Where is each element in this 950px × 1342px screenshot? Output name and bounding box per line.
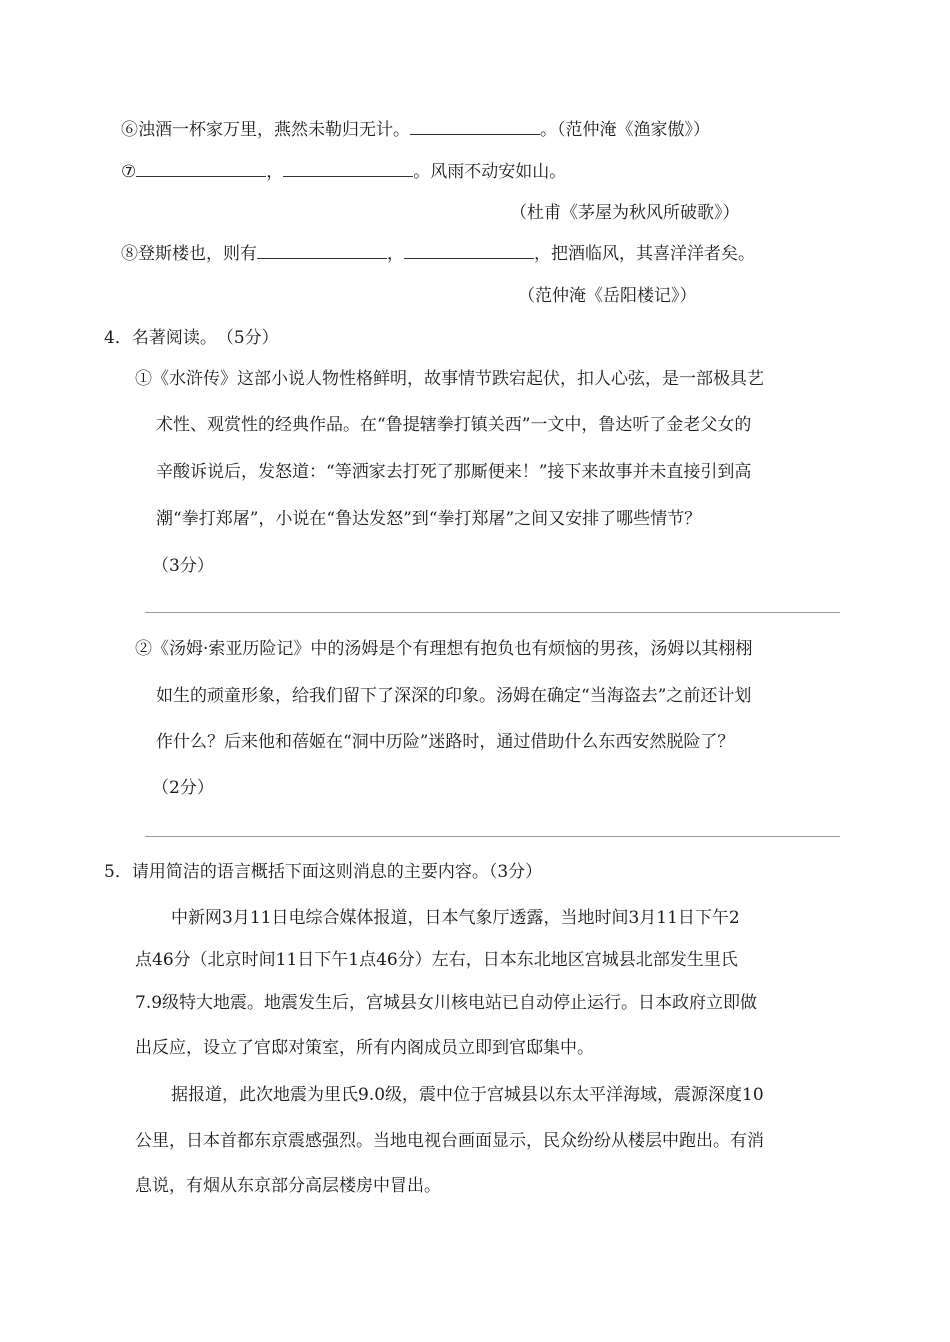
poem-8-text: ⑧登斯楼也，则有 [121, 244, 257, 264]
poem-7-source: （杜甫《茅屋为秋风所破歌》） [510, 203, 740, 223]
q4-p2-line: 如生的顽童形象，给我们留下了深深的印象。汤姆在确定“当海盗去”之前还计划 [156, 686, 752, 706]
q4-p1-score: （3分） [152, 556, 214, 576]
question-4-title: 4．名著阅读。 （5分） [104, 328, 279, 348]
answer-blank[interactable] [283, 160, 413, 177]
answer-line[interactable] [145, 612, 840, 613]
q5-p1-line: 中新网3月11日电综合媒体报道，日本气象厅透露，当地时间3月11日下午2 [171, 908, 740, 928]
q4-p1-line: 术性、观赏性的经典作品。在“鲁提辖拳打镇关西”一文中，鲁达听了金老父女的 [156, 415, 752, 435]
q5-p2-line: 据报道，此次地震为里氏9.0级，震中位于宫城县以东太平洋海域，震源深度10 [171, 1085, 764, 1105]
poem-7-number: ⑦ [121, 162, 137, 182]
q4-p1-line: 潮“拳打郑屠”，小说在“鲁达发怒”到“拳打郑屠”之间又安排了哪些情节？ [156, 509, 702, 529]
poem-8-separator: ， [387, 244, 404, 264]
poem-8-source: （范仲淹《岳阳楼记》） [518, 286, 697, 306]
answer-blank[interactable] [257, 242, 387, 259]
poem-line-6 [121, 118, 710, 142]
q5-p1-line: 7.9级特大地震。地震发生后，宫城县女川核电站已自动停止运行。日本政府立即做 [135, 993, 758, 1013]
poem-6-source: 。（范仲淹《渔家傲》） [540, 120, 710, 140]
poem-6-text: ⑥浊酒一杯家万里，燕然未勒归无计。 [121, 120, 410, 140]
q4-p2-line: ②《汤姆·索亚历险记》中的汤姆是个有理想有抱负也有烦恼的男孩，汤姆以其栩栩 [135, 639, 753, 659]
q4-p2-score: （2分） [152, 778, 214, 798]
answer-blank[interactable] [404, 242, 534, 259]
poem-line-8 [121, 242, 755, 266]
q5-p1-line: 出反应，设立了官邸对策室，所有内阁成员立即到官邸集中。 [135, 1038, 594, 1058]
answer-blank[interactable] [410, 118, 540, 135]
answer-line[interactable] [145, 836, 840, 837]
q4-p1-line: ①《水浒传》这部小说人物性格鲜明，故事情节跌宕起伏，扣人心弦，是一部极具艺 [135, 369, 764, 389]
q4-p1-line: 辛酸诉说后，发怒道：“等洒家去打死了那厮便来！”接下来故事并未直接引到高 [156, 462, 752, 482]
answer-blank[interactable] [136, 160, 266, 177]
poem-8-tail: ，把酒临风，其喜洋洋者矣。 [534, 244, 755, 264]
q5-p2-line: 公里，日本首都东京震感强烈。当地电视台画面显示，民众纷纷从楼层中跑出。有消 [135, 1131, 764, 1151]
poem-7-separator: ， [266, 162, 284, 182]
q4-p2-line: 作什么？后来他和蓓姬在“洞中历险”迷路时，通过借助什么东西安然脱险了？ [156, 732, 735, 752]
poem-7-text: 。风雨不动安如山。 [413, 162, 567, 182]
q5-p1-line: 点46分（北京时间11日下午1点46分）左右，日本东北地区宫城县北部发生里氏 [135, 950, 738, 970]
question-5-title: 5．请用简洁的语言概括下面这则消息的主要内容。（3分） [104, 862, 543, 882]
poem-line-7 [121, 160, 566, 184]
q5-p2-line: 息说，有烟从东京部分高层楼房中冒出。 [135, 1176, 441, 1196]
